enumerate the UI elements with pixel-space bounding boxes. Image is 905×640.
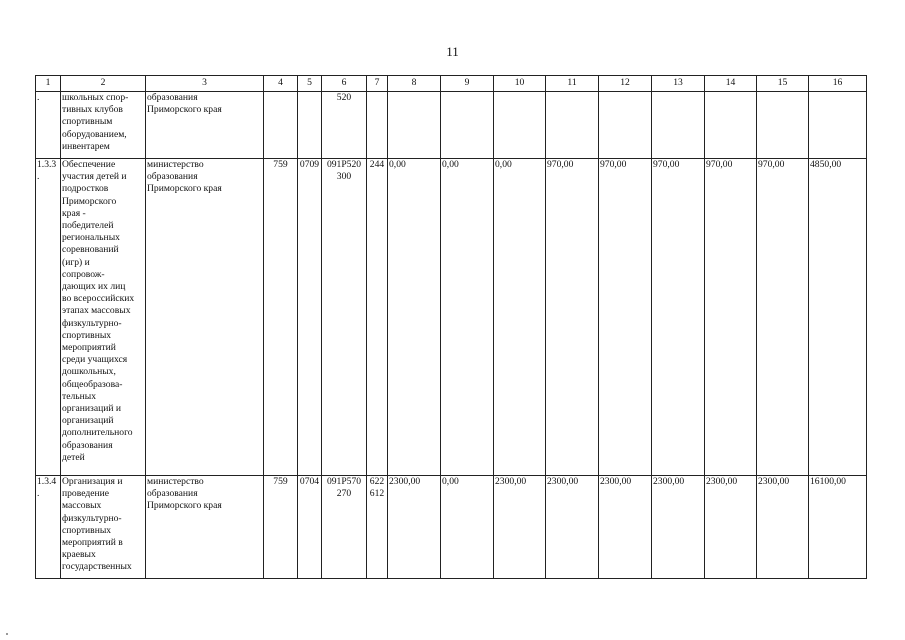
amount-cell	[757, 92, 809, 159]
event-name-cell: школьных спор- тивных клубов спортивным оборудованием, инвентарем	[61, 92, 146, 159]
amount-cell	[441, 92, 494, 159]
budget-table	[35, 75, 867, 579]
event-name-cell: Обеспечение участия детей и подростков Приморского края - победителей региональных соревнований (игр) и сопровож- дающих их лиц во всероссийских этапах массовых физкультурно- спортивных мероприятий среди учащихся дошкольных, общеобразова- тельных организаций и организаций дополнительного образования детей	[61, 159, 146, 476]
row-number-cell: 1.3.4 .	[36, 476, 61, 579]
total-cell: 4850,00	[809, 159, 867, 476]
column-header: 10	[494, 76, 546, 92]
column-header: 11	[546, 76, 599, 92]
amount-cell	[705, 92, 757, 159]
row-number-cell: .	[36, 92, 61, 159]
executor-cell: министерство образования Приморского края	[146, 159, 264, 476]
column-header: 16	[809, 76, 867, 92]
amount-cell: 970,00	[757, 159, 809, 476]
amount-cell: 0,00	[441, 159, 494, 476]
target-article-cell: 520	[322, 92, 367, 159]
amount-cell: 970,00	[599, 159, 652, 476]
column-header: 15	[757, 76, 809, 92]
grbs-cell: 759	[264, 476, 298, 579]
total-cell	[809, 92, 867, 159]
table-row	[36, 159, 867, 476]
column-header: 2	[61, 76, 146, 92]
event-name-cell: Организация и проведение массовых физкультурно- спортивных мероприятий в краевых государственных	[61, 476, 146, 579]
amount-cell: 970,00	[705, 159, 757, 476]
column-header: 8	[388, 76, 441, 92]
table-row	[36, 92, 867, 159]
section-code-cell: 0704	[298, 476, 322, 579]
amount-cell: 0,00	[441, 476, 494, 579]
executor-cell: министерство образования Приморского края	[146, 476, 264, 579]
amount-cell: 970,00	[546, 159, 599, 476]
amount-cell: 2300,00	[546, 476, 599, 579]
amount-cell: 0,00	[388, 159, 441, 476]
target-article-cell: 091Р570 270	[322, 476, 367, 579]
section-code-cell: 0709	[298, 159, 322, 476]
grbs-cell: 759	[264, 159, 298, 476]
column-header: 12	[599, 76, 652, 92]
expense-type-cell: 622 612	[367, 476, 388, 579]
expense-type-cell	[367, 92, 388, 159]
executor-cell: образования Приморского края	[146, 92, 264, 159]
expense-type-cell: 244	[367, 159, 388, 476]
amount-cell: 2300,00	[757, 476, 809, 579]
row-number-cell: 1.3.3 .	[36, 159, 61, 476]
amount-cell: 970,00	[652, 159, 705, 476]
total-cell: 16100,00	[809, 476, 867, 579]
section-code-cell	[298, 92, 322, 159]
amount-cell: 2300,00	[388, 476, 441, 579]
amount-cell: 2300,00	[652, 476, 705, 579]
column-header: 7	[367, 76, 388, 92]
column-header: 9	[441, 76, 494, 92]
column-header: 3	[146, 76, 264, 92]
amount-cell: 2300,00	[705, 476, 757, 579]
grbs-cell	[264, 92, 298, 159]
amount-cell	[599, 92, 652, 159]
target-article-cell: 091Р520 300	[322, 159, 367, 476]
column-header: 6	[322, 76, 367, 92]
column-header: 13	[652, 76, 705, 92]
column-header: 4	[264, 76, 298, 92]
column-number-row	[36, 76, 867, 92]
table-row	[36, 476, 867, 579]
amount-cell: 0,00	[494, 159, 546, 476]
amount-cell	[546, 92, 599, 159]
amount-cell	[388, 92, 441, 159]
amount-cell: 2300,00	[494, 476, 546, 579]
column-header: 1	[36, 76, 61, 92]
column-header: 14	[705, 76, 757, 92]
page-number: 11	[446, 44, 459, 59]
scan-speck	[6, 633, 8, 635]
amount-cell	[652, 92, 705, 159]
amount-cell: 2300,00	[599, 476, 652, 579]
column-header: 5	[298, 76, 322, 92]
amount-cell	[494, 92, 546, 159]
